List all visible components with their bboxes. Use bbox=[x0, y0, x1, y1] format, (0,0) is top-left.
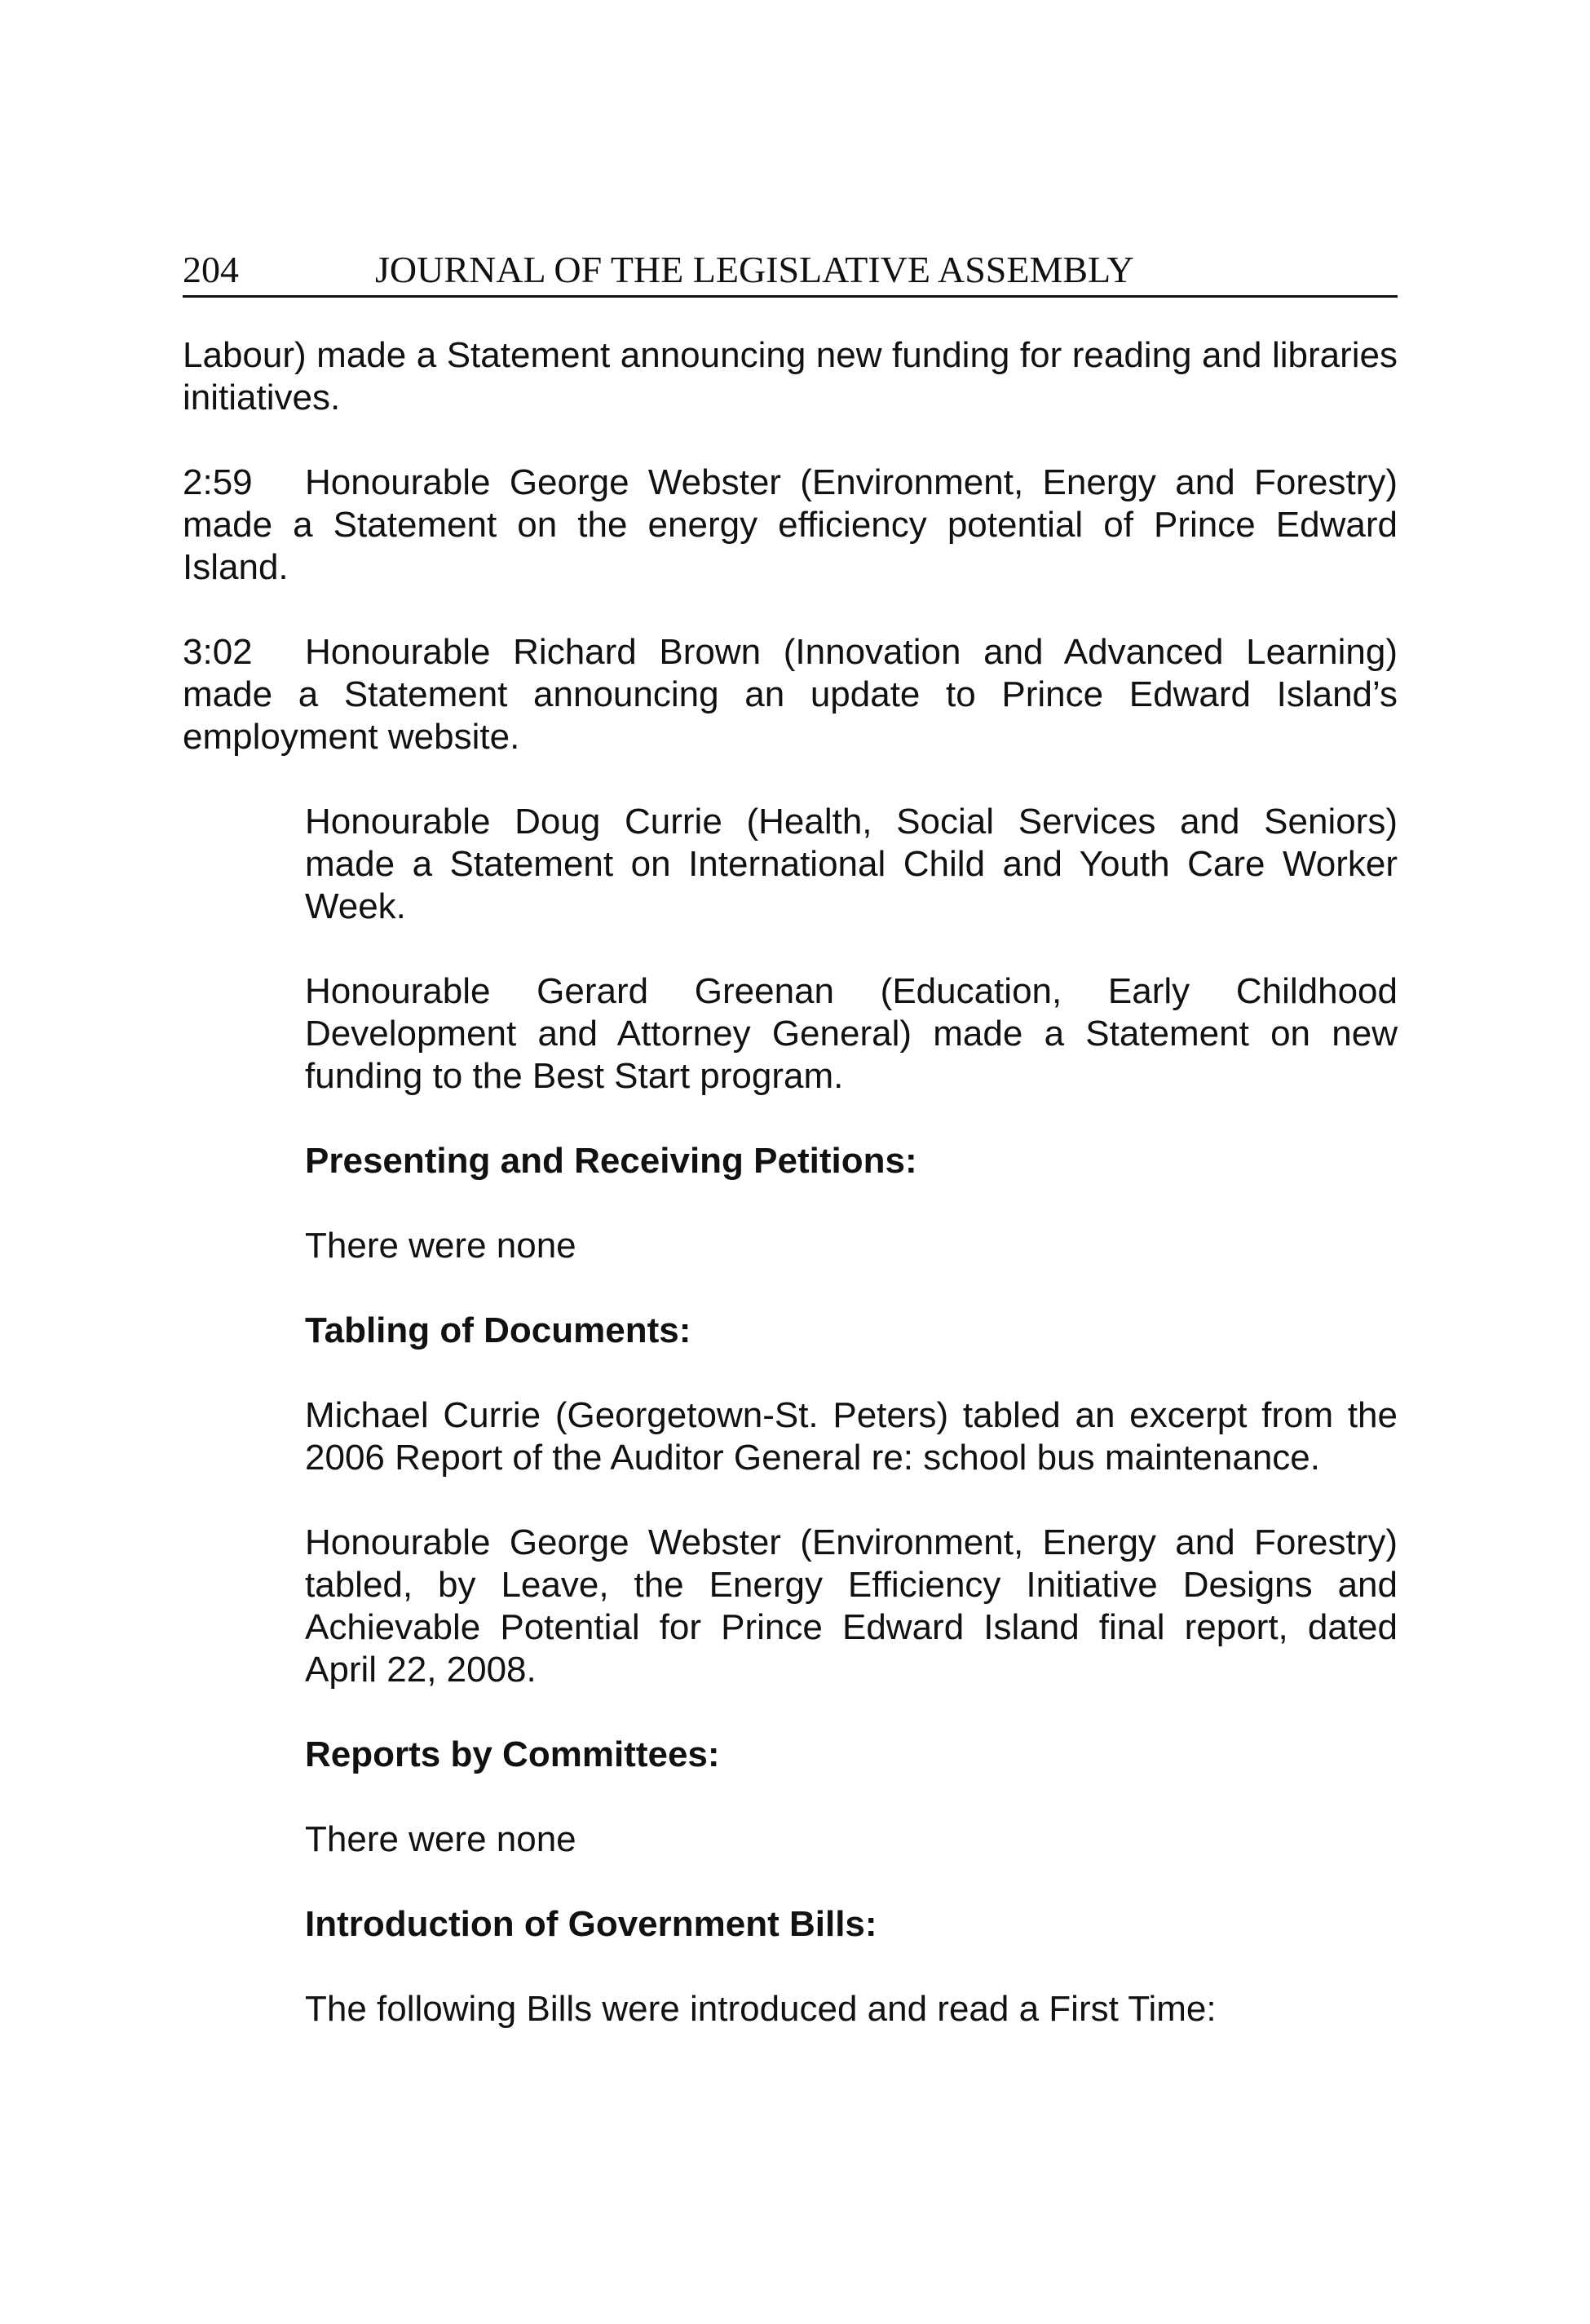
section-paragraph: There were none bbox=[305, 1226, 576, 1266]
section-paragraph: Honourable George Webster (Environment, Energy and Forestry) tabled, by Leave, the Energy Efficiency Initiative Designs and Achievable Potential for Prince Edward Island final report, dated April 22, 2008. bbox=[305, 1522, 1398, 1690]
statement-time: 3:02 bbox=[183, 632, 253, 672]
statement-paragraph bbox=[183, 631, 1398, 758]
section-heading: Presenting and Receiving Petitions: bbox=[305, 1141, 917, 1181]
statement-paragraph bbox=[183, 334, 1398, 419]
section-heading: Introduction of Government Bills: bbox=[305, 1904, 877, 1944]
statement-text: Labour) made a Statement announcing new funding for reading and libraries initiatives. bbox=[183, 335, 1398, 418]
journal-title: JOURNAL OF THE LEGISLATIVE ASSEMBLY bbox=[375, 249, 1134, 290]
section-heading: Reports by Committees: bbox=[305, 1734, 720, 1774]
statement-paragraph: Honourable Gerard Greenan (Education, Early Childhood Development and Attorney General) made a Statement on new funding to the Best Start program. bbox=[305, 971, 1398, 1096]
statement-text: Honourable George Webster (Environment, Energy and Forestry) made a Statement on the energy efficiency potential of Prince Edward Island. bbox=[183, 462, 1398, 587]
statement-paragraph bbox=[183, 462, 1398, 589]
statement-text: Honourable Richard Brown (Innovation and Advanced Learning) made a Statement announcing an update to Prince Edward Island’s employment website. bbox=[183, 632, 1398, 757]
section-paragraph: The following Bills were introduced and read a First Time: bbox=[305, 1989, 1217, 2029]
section-paragraph: Michael Currie (Georgetown-St. Peters) tabled an excerpt from the 2006 Report of the Auditor General re: school bus maintenance. bbox=[305, 1395, 1398, 1478]
statement-paragraph: Honourable Doug Currie (Health, Social Services and Seniors) made a Statement on International Child and Youth Care Worker Week. bbox=[305, 802, 1398, 926]
section-heading: Tabling of Documents: bbox=[305, 1310, 691, 1350]
running-head bbox=[183, 245, 1398, 298]
section-paragraph: There were none bbox=[305, 1819, 576, 1859]
journal-body bbox=[183, 334, 1398, 2073]
statement-time: 2:59 bbox=[183, 462, 253, 502]
page-number: 204 bbox=[183, 249, 239, 290]
